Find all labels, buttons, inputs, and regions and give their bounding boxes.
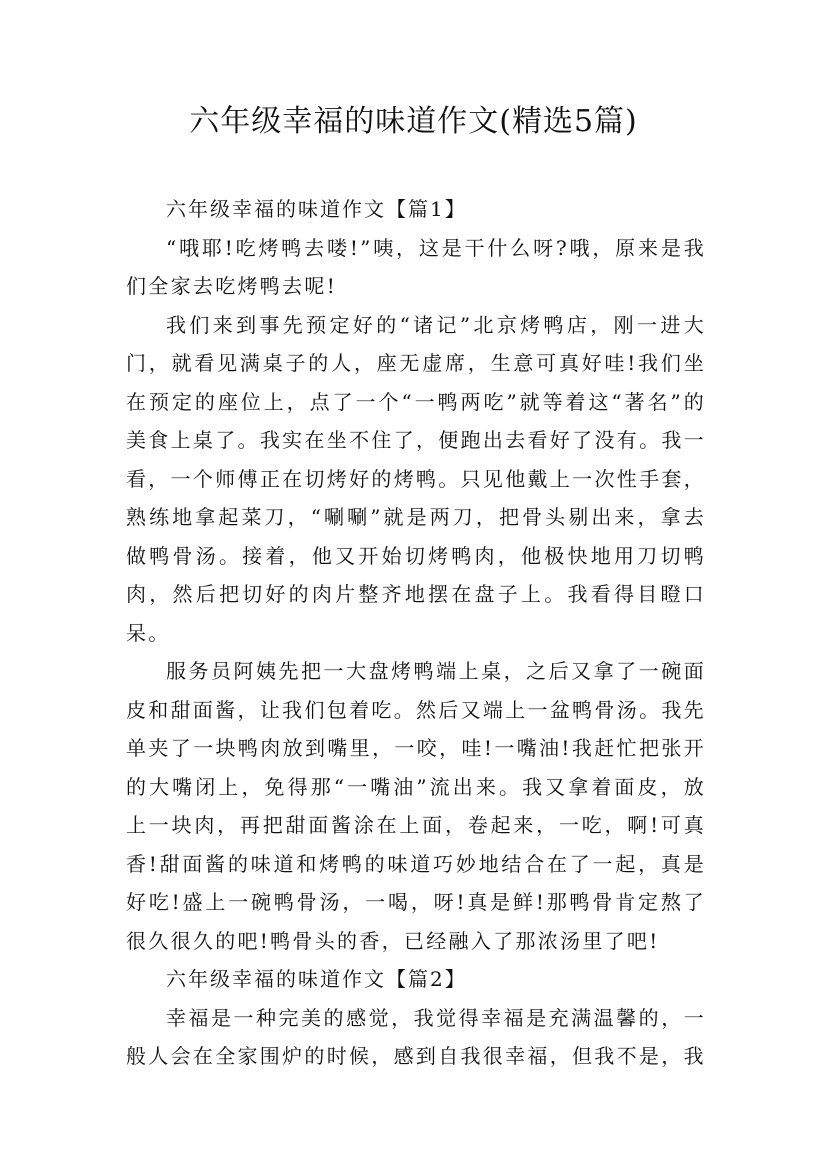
section-heading-1: 六年级幸福的味道作文【篇1】 bbox=[166, 197, 467, 221]
paragraph: 服务员阿姨先把一大盘烤鸭端上桌，之后又拿了一碗面皮和甜面酱，让我们包着吃。然后又端上一盆鸭骨汤。我先单夹了一块鸭肉放到嘴里，一咬，哇!一嘴油!我赶忙把张开的大嘴闭上，免得那“一嘴油”流出来。我又拿着面皮，放上一块肉，再把甜面酱涂在上面，卷起来，一吃，啊!可真香!甜面酱的味道和烤鸭的味道巧妙地结合在了一起，真是好吃!盛上一碗鸭骨汤，一喝，呀!真是鲜!那鸭骨肯定熬了很久很久的吧!鸭骨头的香，已经融入了那浓汤里了吧! bbox=[126, 659, 706, 953]
section-heading-2: 六年级幸福的味道作文【篇2】 bbox=[166, 967, 467, 991]
paragraph: 我们来到事先预定好的“诸记”北京烤鸭店，刚一进大门，就看见满桌子的人，座无虚席，生意可真好哇!我们坐在预定的座位上，点了一个“一鸭两吃”就等着这“著名”的美食上桌了。我实在坐不住了，便跑出去看好了没有。我一看，一个师傅正在切烤好的烤鸭。只见他戴上一次性手套，熟练地拿起菜刀，“唰唰”就是两刀，把骨头剔出来，拿去做鸭骨汤。接着，他又开始切烤鸭肉，他极快地用刀切鸭肉，然后把切好的肉片整齐地摆在盘子上。我看得目瞪口呆。 bbox=[126, 312, 706, 645]
paragraph: “哦耶!吃烤鸭去喽!”咦，这是干什么呀?哦，原来是我们全家去吃烤鸭去呢! bbox=[126, 235, 706, 298]
paragraph: 幸福是一种完美的感觉，我觉得幸福是充满温馨的，一般人会在全家围炉的时候，感到自我很幸福，但我不是，我 bbox=[126, 1005, 706, 1068]
document-title: 六年级幸福的味道作文(精选5篇) bbox=[189, 104, 638, 139]
document-body bbox=[126, 190, 706, 1076]
